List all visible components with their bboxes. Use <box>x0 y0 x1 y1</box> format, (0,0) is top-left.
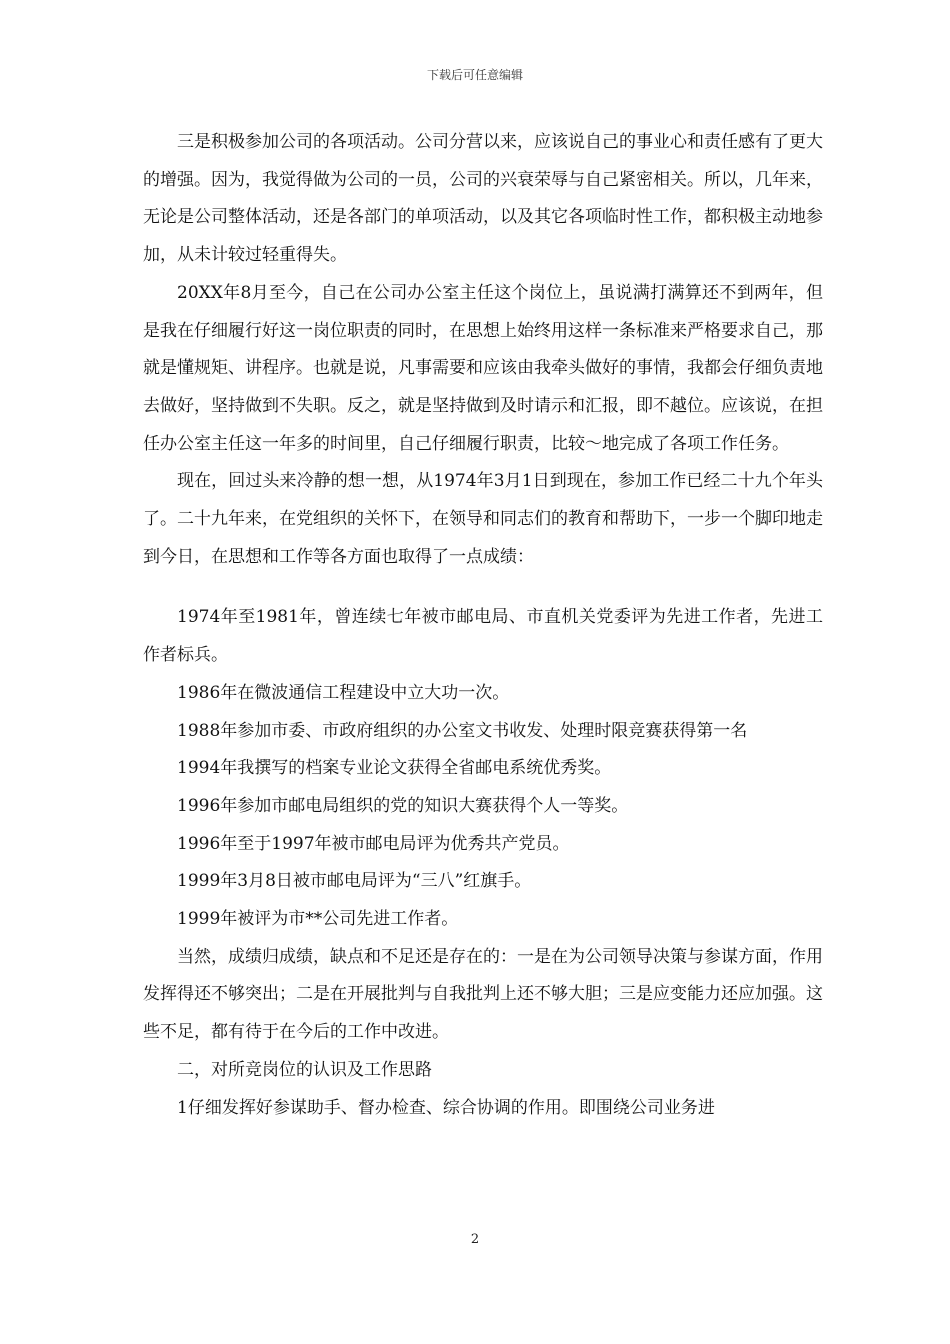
achievement-item: 1999年3月8日被市邮电局评为“三八”红旗手。 <box>177 871 532 892</box>
document-body <box>143 124 823 1127</box>
page-number: 2 <box>470 1232 480 1247</box>
paragraph-review: 现在，回过头来冷静的想一想，从1974年3月1日到现在，参加工作已经二十九个年头了。二十九年来，在党组织的关怀下，在领导和同志们的教育和帮助下，一步一个脚印地走到今日，在思想和工作等各方面也取得了一点成绩： <box>143 471 823 567</box>
achievement-item: 1996年参加市邮电局组织的党的知识大赛获得个人一等奖。 <box>177 795 629 816</box>
paragraph-activities: 三是积极参加公司的各项活动。公司分营以来，应该说自己的事业心和责任感有了更大的增强。因为，我觉得做为公司的一员，公司的兴衰荣辱与自己紧密相关。所以，几年来，无论是公司整体活动，还是各部门的单项活动，以及其它各项临时性工作，都积极主动地参加，从未计较过轻重得失。 <box>143 132 823 266</box>
page-header: 下载后可任意编辑 <box>426 68 523 82</box>
achievement-item: 1974年至1981年，曾连续七年被市邮电局、市直机关党委评为先进工作者，先进工作者标兵。 <box>143 607 823 666</box>
achievement-item: 1996年至于1997年被市邮电局评为优秀共产党员。 <box>177 833 570 854</box>
achievement-item: 1999年被评为市**公司先进工作者。 <box>177 909 459 930</box>
achievement-item: 1988年参加市委、市政府组织的办公室文书收发、处理时限竞赛获得第一名 <box>177 720 748 741</box>
paragraph-shortcomings: 当然，成绩归成绩，缺点和不足还是存在的：一是在为公司领导决策与参谋方面，作用发挥得还不够突出；二是在开展批判与自我批判上还不够大胆；三是应变能力还应加强。这些不足，都有待于在今后的工作中改进。 <box>143 946 823 1043</box>
achievement-item: 1994年我撰写的档案专业论文获得全省邮电系统优秀奖。 <box>177 758 612 779</box>
achievement-item: 1986年在微波通信工程建设中立大功一次。 <box>177 682 510 703</box>
paragraph-work-plan: 1仔细发挥好参谋助手、督办检查、综合协调的作用。即围绕公司业务进 <box>177 1097 715 1118</box>
section-heading: 二，对所竞岗位的认识及工作思路 <box>177 1059 432 1080</box>
paragraph-office-director: 20XX年8月至今，自己在公司办公室主任这个岗位上，虽说满打满算还不到两年，但是我在仔细履行好这一岗位职责的同时，在思想上始终用这样一条标准来严格要求自己，那就是懂规矩、讲程序。也就是说，凡事需要和应该由我牵头做好的事情，我都会仔细负责地去做好，坚持做到不失职。反之，就是坚持做到及时请示和汇报，即不越位。应该说，在担任办公室主任这一年多的时间里，自己仔细履行职责，比较～地完成了各项工作任务。 <box>143 282 823 454</box>
